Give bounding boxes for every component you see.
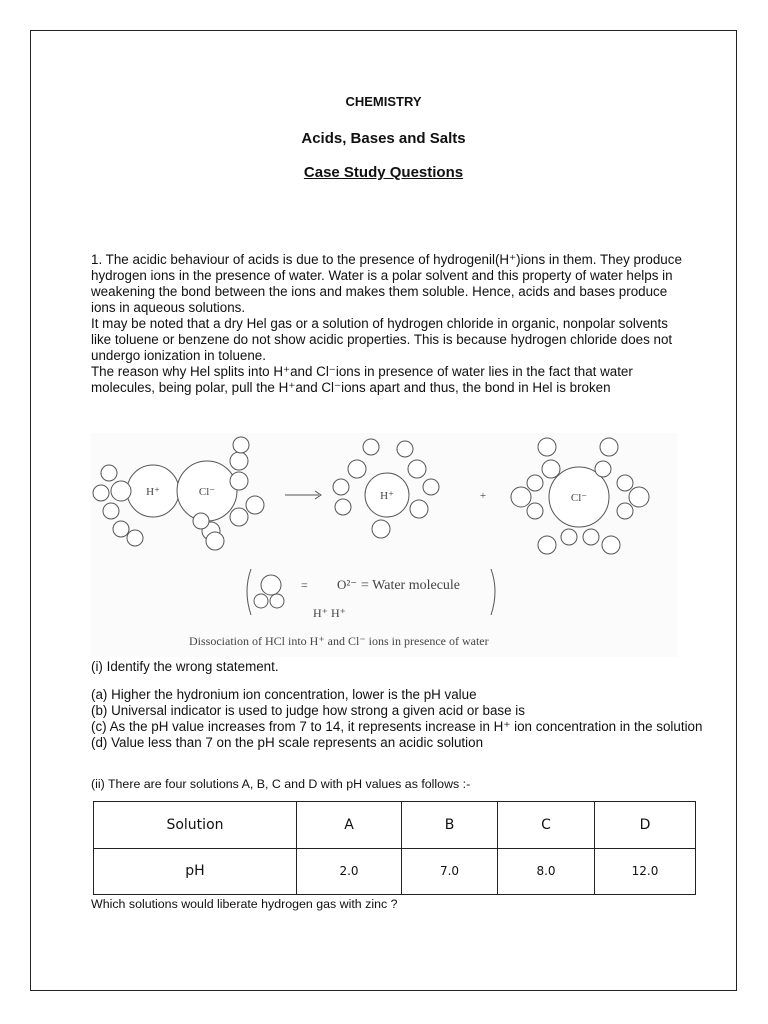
diagram-caption: Dissociation of HCl into H⁺ and Cl⁻ ions in presence of water xyxy=(189,634,489,648)
passage-paragraph-1: 1. The acidic behaviour of acids is due to the presence of hydrogenil(H⁺)ions in them. They produce hydrogen ions in the presence of water. Water is a polar solvent and this property of water helps in weakening the bond between the ions and makes them soluble. Hence, acids and bases produce ions in aqueous solutions. xyxy=(91,252,682,315)
table-cell: D xyxy=(595,802,696,849)
section-title: Case Study Questions xyxy=(303,164,464,181)
table-cell: 2.0 xyxy=(297,848,402,895)
question-2-prompt: (ii) There are four solutions A, B, C and D with pH values as follows :- xyxy=(91,777,471,791)
option-c: (c) As the pH value increases from 7 to 14, it represents increase in H⁺ ion concentration in the solution xyxy=(91,719,703,734)
cl-ion-label-2: Cl⁻ xyxy=(570,492,588,504)
option-d: (d) Value less than 7 on the pH scale represents an acidic solution xyxy=(91,735,484,750)
h-ion-label-2: H⁺ xyxy=(380,490,394,502)
bracket-left xyxy=(247,569,251,615)
table-cell: Solution xyxy=(94,802,297,849)
passage-paragraph-2: It may be noted that a dry Hel gas or a solution of hydrogen chloride in organic, nonpolar solvents like toluene or benzene do not show acidic properties. This is because hydrogen chloride does not undergo ionization in toluene. xyxy=(91,316,673,363)
oxygen-label: O²⁻ xyxy=(337,577,358,592)
hcl-dissociation-diagram xyxy=(91,433,677,657)
table-cell: 8.0 xyxy=(498,848,595,895)
subject-title: CHEMISTRY xyxy=(345,94,422,109)
passage-paragraph-3: The reason why Hel splits into H⁺and Cl⁻ions in presence of water lies in the fact that water molecules, being polar, pull the H⁺and Cl⁻ions apart and thus, the bond in Hel is broken xyxy=(91,364,633,395)
question-2-followup: Which solutions would liberate hydrogen gas with zinc ? xyxy=(91,897,398,911)
option-a: (a) Higher the hydronium ion concentration, lower is the pH value xyxy=(91,687,477,702)
water-molecule-legend: = Water molecule xyxy=(361,578,461,593)
equals-sign: = xyxy=(301,578,308,592)
table-row xyxy=(94,848,696,895)
table-cell: 7.0 xyxy=(402,848,498,895)
passage xyxy=(91,252,691,396)
plus-sign: + xyxy=(479,490,487,502)
hydrogen-labels: H⁺ H⁺ xyxy=(313,606,346,620)
table-cell: B xyxy=(402,802,498,849)
table-cell: C xyxy=(498,802,595,849)
option-b: (b) Universal indicator is used to judge how strong a given acid or base is xyxy=(91,703,525,718)
question-1-prompt: (i) Identify the wrong statement. xyxy=(91,659,279,674)
table-cell: pH xyxy=(94,848,297,895)
chapter-title: Acids, Bases and Salts xyxy=(301,130,466,147)
cl-ion-label: Cl⁻ xyxy=(198,486,216,498)
ph-table xyxy=(93,801,696,895)
h-ion-label: H⁺ xyxy=(146,486,160,498)
table-cell: 12.0 xyxy=(595,848,696,895)
table-cell: A xyxy=(297,802,402,849)
table-header-row xyxy=(94,802,696,849)
question-1-options xyxy=(91,687,731,751)
bracket-right xyxy=(491,569,495,615)
